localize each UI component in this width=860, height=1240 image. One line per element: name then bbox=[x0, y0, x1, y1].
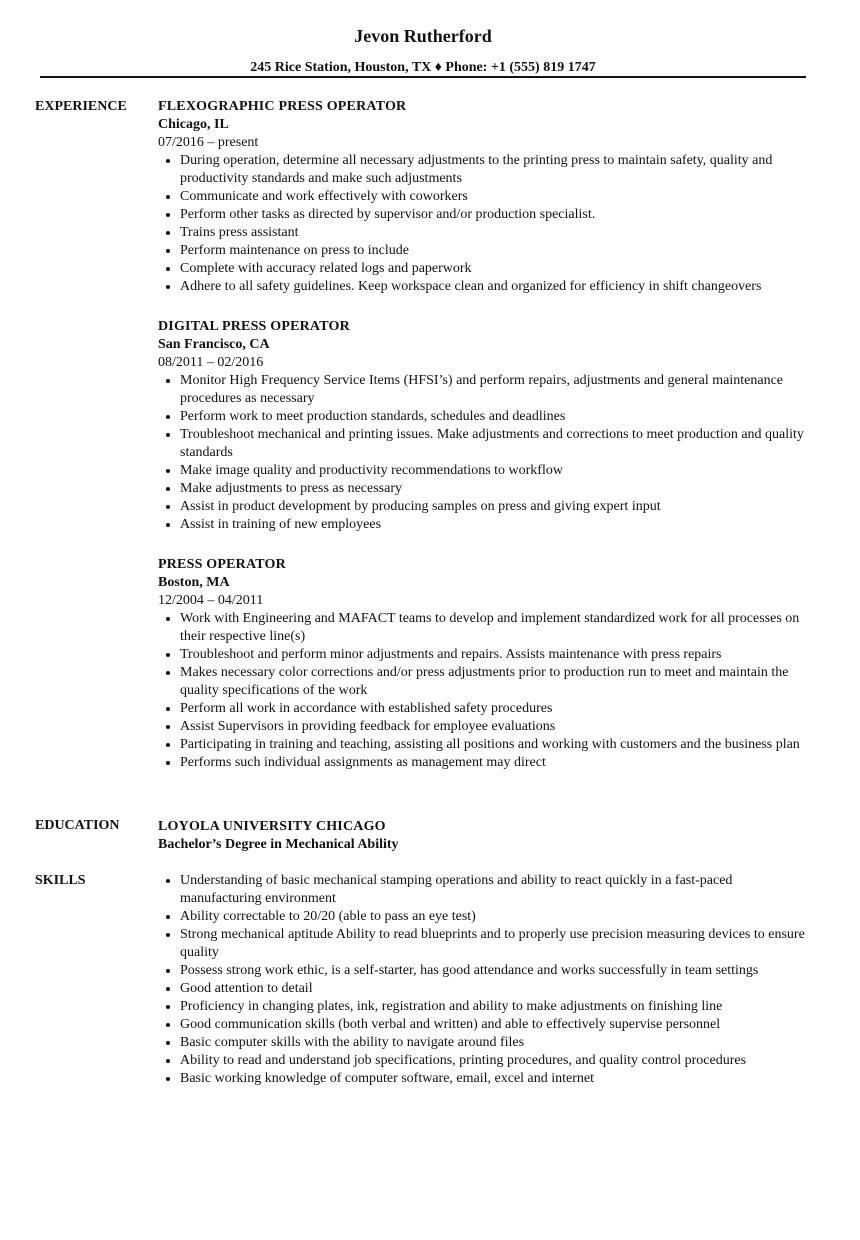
experience-list bbox=[158, 98, 813, 794]
degree-name: Bachelor’s Degree in Mechanical Ability bbox=[158, 837, 399, 852]
job-title: PRESS OPERATOR bbox=[158, 557, 286, 572]
job-location: Boston, MA bbox=[158, 575, 230, 590]
skill-item: • Understanding of basic mechanical stamping operations and ability to react quickly in a fast-paced manufacturing environment bbox=[180, 872, 813, 908]
job-bullet: • During operation, determine all necessary adjustments to the printing press to maintain safety, quality and productivity standards and make such adjustments bbox=[180, 152, 813, 188]
experience-section-label: EXPERIENCE bbox=[35, 99, 127, 114]
job-bullet: • Make image quality and productivity recommendations to workflow bbox=[180, 462, 813, 480]
skill-item: • Good communication skills (both verbal and written) and able to effectively supervise personnel bbox=[180, 1016, 813, 1034]
skill-item: • Ability to read and understand job specifications, printing procedures, and quality control procedures bbox=[180, 1052, 813, 1070]
skill-item: • Basic computer skills with the ability to navigate around files bbox=[180, 1034, 813, 1052]
job-bullet: • Complete with accuracy related logs and paperwork bbox=[180, 260, 813, 278]
job-dates: 07/2016 – present bbox=[158, 135, 259, 150]
job-bullets bbox=[158, 610, 813, 772]
school-name: LOYOLA UNIVERSITY CHICAGO bbox=[158, 819, 386, 834]
skill-item: • Ability correctable to 20/20 (able to pass an eye test) bbox=[180, 908, 813, 926]
job-entry bbox=[158, 556, 813, 772]
skills-section-label: SKILLS bbox=[35, 873, 86, 888]
job-title: FLEXOGRAPHIC PRESS OPERATOR bbox=[158, 99, 407, 114]
job-bullet: • Perform maintenance on press to include bbox=[180, 242, 813, 260]
candidate-name: Jevon Rutherford bbox=[354, 26, 492, 46]
job-location: Chicago, IL bbox=[158, 117, 229, 132]
job-bullet: • Adhere to all safety guidelines. Keep workspace clean and organized for efficiency in shift changeovers bbox=[180, 278, 813, 296]
job-bullet: • Performs such individual assignments as management may direct bbox=[180, 754, 813, 772]
job-bullet: • Perform work to meet production standards, schedules and deadlines bbox=[180, 408, 813, 426]
job-bullet: • Make adjustments to press as necessary bbox=[180, 480, 813, 498]
skill-item: • Proficiency in changing plates, ink, registration and ability to make adjustments on finishing line bbox=[180, 998, 813, 1016]
job-bullet: • Perform all work in accordance with established safety procedures bbox=[180, 700, 813, 718]
education-entry bbox=[158, 817, 813, 854]
job-bullet: • Monitor High Frequency Service Items (HFSI’s) and perform repairs, adjustments and general maintenance procedures as necessary bbox=[180, 372, 813, 408]
job-bullet: • Assist in product development by producing samples on press and giving expert input bbox=[180, 498, 813, 516]
job-title: DIGITAL PRESS OPERATOR bbox=[158, 319, 350, 334]
skill-item: • Possess strong work ethic, is a self-starter, has good attendance and works successfully in team settings bbox=[180, 962, 813, 980]
job-bullets bbox=[158, 152, 813, 296]
job-bullets bbox=[158, 372, 813, 534]
job-bullet: • Perform other tasks as directed by supervisor and/or production specialist. bbox=[180, 206, 813, 224]
job-bullet: • Assist in training of new employees bbox=[180, 516, 813, 534]
job-entry bbox=[158, 98, 813, 296]
skill-item: • Strong mechanical aptitude Ability to read blueprints and to properly use precision measuring devices to ensure quality bbox=[180, 926, 813, 962]
header-divider bbox=[40, 76, 806, 78]
job-bullet: • Work with Engineering and MAFACT teams to develop and implement standardized work for all processes on their respective line(s) bbox=[180, 610, 813, 646]
job-bullet: • Troubleshoot and perform minor adjustments and repairs. Assists maintenance with press repairs bbox=[180, 646, 813, 664]
job-bullet: • Troubleshoot mechanical and printing issues. Make adjustments and corrections to meet production and quality standards bbox=[180, 426, 813, 462]
contact-line: 245 Rice Station, Houston, TX ♦ Phone: +1 (555) 819 1747 bbox=[250, 60, 596, 75]
skill-item: • Good attention to detail bbox=[180, 980, 813, 998]
skills-list bbox=[158, 872, 813, 1088]
education-section-label: EDUCATION bbox=[35, 818, 120, 833]
job-bullet: • Trains press assistant bbox=[180, 224, 813, 242]
job-bullet: • Assist Supervisors in providing feedback for employee evaluations bbox=[180, 718, 813, 736]
resume-header bbox=[40, 24, 806, 77]
job-dates: 12/2004 – 04/2011 bbox=[158, 593, 264, 608]
job-location: San Francisco, CA bbox=[158, 337, 270, 352]
skills-bullets bbox=[158, 872, 813, 1088]
job-entry bbox=[158, 318, 813, 534]
job-bullet: • Makes necessary color corrections and/or press adjustments prior to production run to meet and maintain the quality specifications of the work bbox=[180, 664, 813, 700]
job-bullet: • Communicate and work effectively with coworkers bbox=[180, 188, 813, 206]
skill-item: • Basic working knowledge of computer software, email, excel and internet bbox=[180, 1070, 813, 1088]
job-bullet: • Participating in training and teaching, assisting all positions and working with customers and the business plan bbox=[180, 736, 813, 754]
job-dates: 08/2011 – 02/2016 bbox=[158, 355, 264, 370]
